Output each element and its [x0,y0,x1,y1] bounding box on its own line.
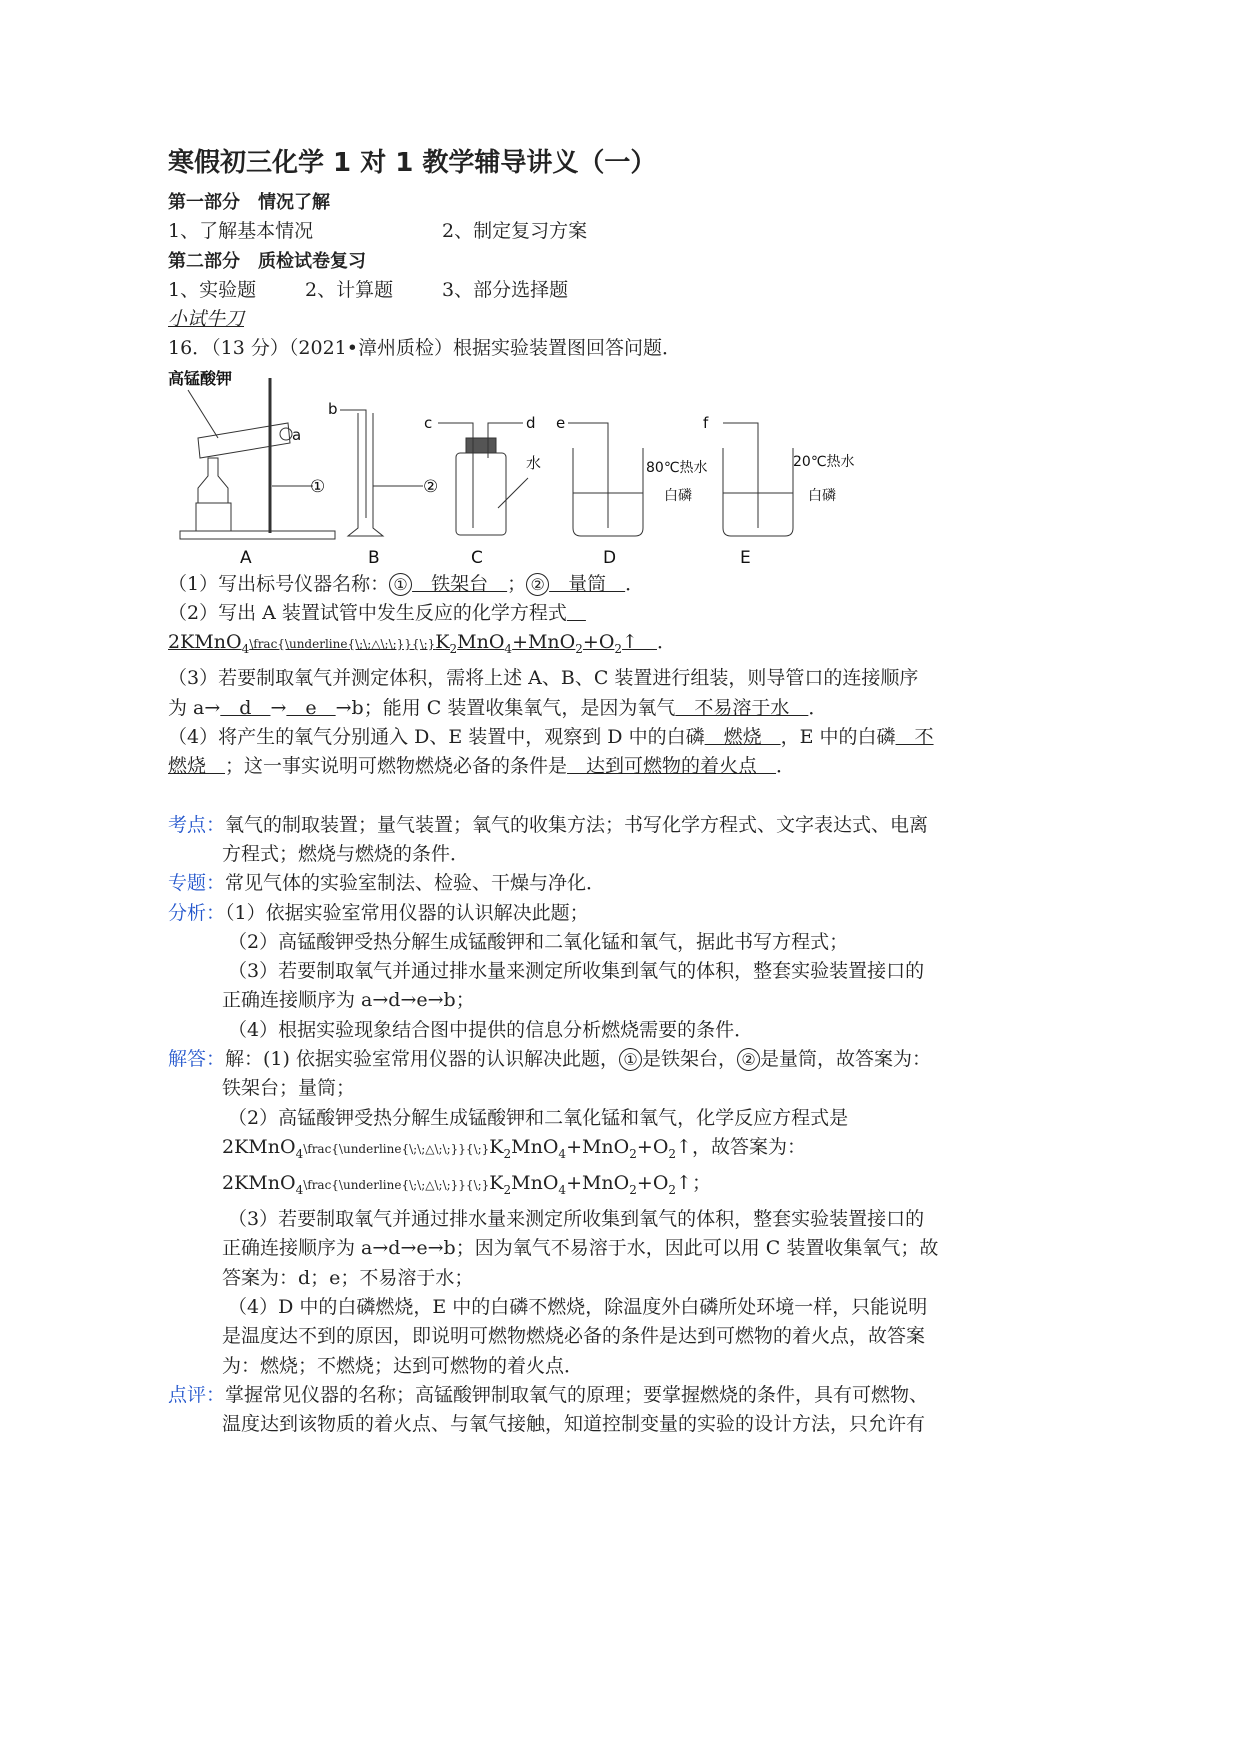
jieda-2: （2）高锰酸钾受热分解生成锰酸钾和二氧化锰和氧气，化学反应方程式是 [228,1106,849,1129]
reagent-label: 高锰酸钾 [168,368,233,388]
q4: （4）将产生的氧气分别通入 D、E 装置中，观察到 D 中的白磷 燃烧 ，E 中的白磷 不燃烧 ；这一事实说明可燃物燃烧必备的条件是 达到可燃物的着火点 ． [168,726,934,778]
part1-item: 1、了解基本情况 [168,220,314,243]
jieda-eq-2: $2KMnO_4\backslash frac\{\backslash underline\{\backslash;\backslash;\triangle\backslash;\backslash;\}\}\{\backslash;\}K_2MnO_4+MnO_2+O_2↑$； [222,1172,711,1197]
part2-heading: 第二部分 质检试卷复习 [168,250,366,272]
jieda-3: （3）若要制取氧气并通过排水量来测定所收集到氧气的体积，整套实验装置接口的正确连接顺序为 a→d→e→b；因为氧气不易溶于水，因此可以用 C 装置收集氧气；故答案为：d；e；不易溶于水； [222,1208,939,1289]
part2-item: 1、实验题 [168,278,257,301]
label-E: E [740,547,751,568]
kaodian: 考点：氧气的制取装置；量气装置；氧气的收集方法；书写化学方程式、文字表达式、电离方程式；燃烧与燃烧的条件． [168,813,929,865]
part1-items [168,217,943,246]
q2: （2）写出 A 装置试管中发生反应的化学方程式 [168,602,567,625]
part2-item: 2、计算题 [305,278,394,301]
fenxi-4: （4）根据实验现象结合图中提供的信息分析燃烧需要的条件． [228,1018,754,1041]
answer-2: 量筒 [549,572,626,595]
page-title: 寒假初三化学 1 对 1 教学辅导讲义（一） [168,148,657,178]
q2-equation: $2KMnO_4\backslash frac\{\backslash underline\{\backslash;\backslash;\triangle\backslash;\backslash;\}\}\{\backslash;\}K_2MnO_4+MnO_2+O_2↑$ ． [168,631,676,657]
phosphorus-label-d: 白磷 [664,487,692,504]
section-label: 小试牛刀 [168,308,245,331]
jieda-4: （4）D 中的白磷燃烧，E 中的白磷不燃烧，除温度外白磷所处环境一样，只能说明是温度达不到的原因，即说明可燃物燃烧必备的条件是达到可燃物的着火点，故答案为：燃烧；不燃烧；达到可燃物的着火点． [222,1296,928,1377]
label-A: A [240,547,252,568]
dianping: 点评：掌握常见仪器的名称；高锰酸钾制取氧气的原理；要掌握燃烧的条件，具有可燃物、温度达到该物质的着火点、与氧气接触，知道控制变量的实验的设计方法，只允许有 [168,1383,929,1436]
fenxi: 分析：（1）依据实验室常用仪器的认识解决此题； [168,901,589,924]
jieda-eq-1: $2KMnO_4\backslash frac\{\backslash underline\{\backslash;\backslash;\triangle\backslash;\backslash;\}\}\{\backslash;\}K_2MnO_4+MnO_2+O_2↑$，故答案为： [222,1135,806,1161]
port-a: a [292,425,302,444]
q3: （3）若要制取氧气并测定体积，需将上述 A、B、C 装置进行组装，则导管口的连接顺序 为 a→ d → e →b；能用 C 装置收集氧气，是因为氧气 不易溶于水 ． [168,667,919,719]
part2-items [168,276,943,305]
q1: （1）写出标号仪器名称： ① 铁架台 ； ② 量筒 ． [168,572,645,595]
part1-heading: 第一部分 情况了解 [168,192,330,213]
document-body [168,140,943,1439]
zhuanti: 专题：常见气体的实验室制法、检验、干燥与净化． [168,872,606,895]
fenxi-2: （2）高锰酸钾受热分解生成锰酸钾和二氧化锰和氧气，据此书写方程式； [228,930,849,953]
apparatus-diagram [168,368,868,568]
water-label: 水 [526,453,542,472]
mark-1: ① [310,476,326,497]
mark-2: ② [423,476,439,497]
label-D: D [603,547,617,568]
hot-water-20-label: 20℃热水 [793,453,855,470]
port-b: b [328,399,338,418]
phosphorus-label-e: 白磷 [808,487,836,504]
question-stem: 16．（13 分）（2021•漳州质检）根据实验装置图回答问题． [168,337,681,360]
port-c: c [424,413,433,432]
fenxi-3: （3）若要制取氧气并通过排水量来测定所收集到氧气的体积，整套实验装置接口的正确连接顺序为 a→d→e→b； [222,960,925,1012]
part1-item: 2、制定复习方案 [442,220,588,243]
jieda: 解答：解：(1) 依据实验室常用仪器的认识解决此题， ① 是铁架台， ② 是量筒，故答案为：铁架台；量筒； [168,1048,932,1100]
label-C: C [471,547,483,568]
answer-1: 铁架台 [412,572,508,595]
port-e: e [556,413,566,432]
part2-item: 3、部分选择题 [442,278,569,301]
port-d: d [526,413,536,432]
port-f: f [703,413,709,432]
hot-water-80-label: 80℃热水 [646,459,708,476]
label-B: B [368,547,380,568]
